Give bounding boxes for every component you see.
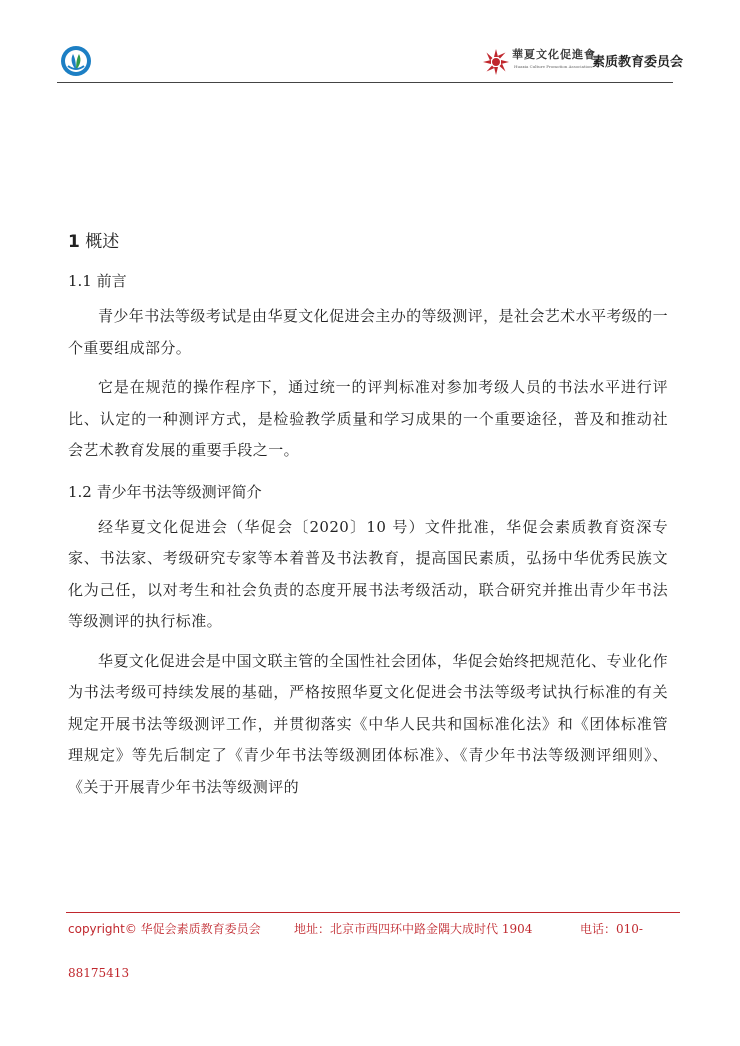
huaxia-emblem-icon	[482, 48, 510, 76]
subsection-heading-preface: 1.1 前言	[68, 272, 127, 290]
header-divider	[57, 82, 673, 83]
paragraph: 经华夏文化促进会（华促会〔2020〕10 号）文件批准，华促会素质教育资深专家、书法家、考级研究专家等本着普及书法教育，提高国民素质，弘扬中华优秀民族文化为己任，以对考生和社会负责的态度开展书法考级活动，联合研究并推出青少年书法等级测评的执行标准。	[68, 517, 668, 630]
footer-address: 地址：北京市西四环中路金隅大成时代 1904	[294, 922, 533, 936]
footer-divider	[66, 912, 680, 913]
brand-name-en: Huaxia Culture Promotion Association	[514, 64, 592, 69]
paragraph: 它是在规范的操作程序下，通过统一的评判标准对参加考级人员的书法水平进行评比、认定的一种测评方式，是检验教学质量和学习成果的一个重要途径，普及和推动社会艺术教育发展的重要手段之一。	[68, 378, 668, 459]
page-header	[0, 0, 740, 86]
brand-name-cn: 華夏文化促進會	[512, 48, 596, 61]
paragraph: 青少年书法等级考试是由华夏文化促进会主办的等级测评，是社会艺术水平考级的一个重要组成部分。	[68, 307, 668, 357]
section-title	[68, 228, 668, 256]
committee-name: 素质教育委员会	[592, 55, 684, 70]
footer-phone-number: 88175413	[68, 966, 130, 980]
section-number: 1	[68, 232, 80, 252]
section-title-text: 概述	[85, 232, 120, 252]
footer-copyright: copyright© 华促会素质教育委员会	[68, 922, 261, 936]
paragraph: 华夏文化促进会是中国文联主管的全国性社会团体，华促会始终把规范化、专业化作为书法考级可持续发展的基础，严格按照华夏文化促进会书法等级考试执行标准的有关规定开展书法等级测评工作，并贯彻落实《中华人民共和国标准化法》和《团体标准管理规定》等先后制定了《青少年书法等级测团体标准》、《青少年书法等级测评细则》、《关于开展青少年书法等级测评的	[68, 651, 668, 796]
association-logo-icon	[60, 45, 92, 77]
footer-phone-label: 电话：010-	[580, 922, 643, 936]
subsection-heading-intro: 1.2 青少年书法等级测评简介	[68, 482, 262, 501]
document-body	[68, 228, 668, 803]
